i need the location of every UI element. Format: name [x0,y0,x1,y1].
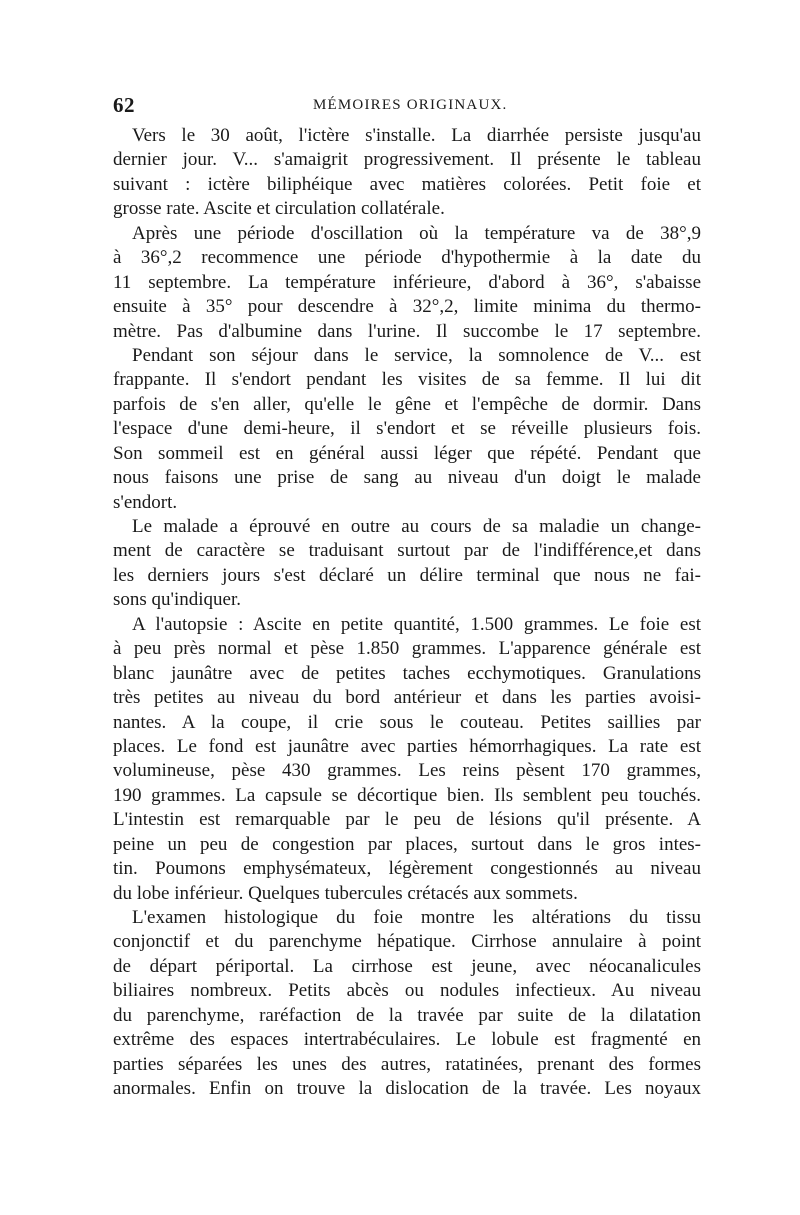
text-line: du lobe inférieur. Quelques tubercules crétacés aux sommets. [113,882,578,904]
text-line: volumineuse, pèse 430 grammes. Les reins pèsent 170 grammes, [113,760,701,782]
text-line: mètre. Pas d'albumine dans l'urine. Il succombe le 17 septembre. [113,320,701,342]
text-line: peine un peu de congestion par places, surtout dans le gros intes- [113,833,701,855]
text-line: du parenchyme, raréfaction de la travée par suite de la dilatation [113,1004,701,1026]
text-line: blanc jaunâtre avec de petites taches ecchymotiques. Granulations [113,662,701,684]
text-line: A l'autopsie : Ascite en petite quantité, 1.500 grammes. Le foie est [132,613,701,635]
text-line: s'endort. [113,491,178,513]
paragraph-histologie [113,906,701,1102]
text-line: 190 grammes. La capsule se décortique bien. Ils semblent peu touchés. [113,784,701,806]
text-line: sons qu'indiquer. [113,589,241,611]
page-number: 62 [113,93,135,117]
text-line: L'intestin est remarquable par le peu de lésions qu'il présente. A [113,809,701,831]
text-line: L'examen histologique du foie montre les altérations du tissu [132,907,701,928]
paragraph-temperature [113,222,701,344]
text-line: biliaires nombreux. Petits abcès ou nodules infectieux. Au niveau [113,980,701,1002]
running-title: MÉMOIRES ORIGINAUX. [313,97,508,113]
text-line: frappante. Il s'endort pendant les visites de sa femme. Il lui dit [113,369,701,391]
text-line: tin. Poumons emphysémateux, légèrement congestionnés au niveau [113,858,701,880]
text-line: dernier jour. V... s'amaigrit progressivement. Il présente le tableau [113,149,701,171]
text-line: de départ périportal. La cirrhose est jeune, avec néocanalicules [113,955,701,977]
text-line: très petites au niveau du bord antérieur et dans les parties avoisi- [113,687,701,709]
text-line: nantes. A la coupe, il crie sous le couteau. Petites saillies par [113,711,701,733]
text-line: extrême des espaces intertrabéculaires. Le lobule est fragmenté en [113,1029,701,1051]
text-line: grosse rate. Ascite et circulation collatérale. [113,198,445,220]
body-text [113,124,701,1102]
paragraph-somnolence [113,344,701,515]
paragraph-caractere [113,515,701,613]
text-line: places. Le fond est jaunâtre avec parties hémorrhagiques. La rate est [113,735,701,757]
paragraph-autopsie [113,613,701,906]
text-line: anormales. Enfin on trouve la dislocation de la travée. Les noyaux [113,1078,701,1100]
text-line: nous faisons une prise de sang au niveau d'un doigt le malade [113,467,701,489]
text-line: l'espace d'une demi-heure, il s'endort et se réveille plusieurs fois. [113,418,701,440]
text-line: Le malade a éprouvé en outre au cours de sa maladie un change- [132,516,701,537]
text-line: Vers le 30 août, l'ictère s'installe. La diarrhée persiste jusqu'au [132,125,701,146]
text-line: 11 septembre. La température inférieure, d'abord à 36°, s'abaisse [113,271,701,293]
running-header [113,93,703,123]
text-line: ment de caractère se traduisant surtout par de l'indifférence,et dans [113,540,701,562]
text-line: Son sommeil est en général aussi léger que répété. Pendant que [113,442,701,464]
paragraph-ictere [113,124,701,222]
text-line: conjonctif et du parenchyme hépatique. Cirrhose annulaire à point [113,931,701,953]
text-line: suivant : ictère biliphéique avec matières colorées. Petit foie et [113,173,701,195]
text-line: Après une période d'oscillation où la température va de 38°,9 [132,222,701,244]
text-line: à 36°,2 recommence une période d'hypothermie à la date du [113,247,701,269]
text-line: à peu près normal et pèse 1.850 grammes. L'apparence générale est [113,638,701,660]
text-line: parties séparées les unes des autres, ratatinées, prenant des formes [113,1053,701,1075]
text-line: parfois de s'en aller, qu'elle le gêne et l'empêche de dormir. Dans [113,393,701,415]
text-line: Pendant son séjour dans le service, la somnolence de V... est [132,344,701,366]
text-line: ensuite à 35° pour descendre à 32°,2, limite minima du thermo- [113,296,701,318]
text-line: les derniers jours s'est déclaré un délire terminal que nous ne fai- [113,564,701,586]
